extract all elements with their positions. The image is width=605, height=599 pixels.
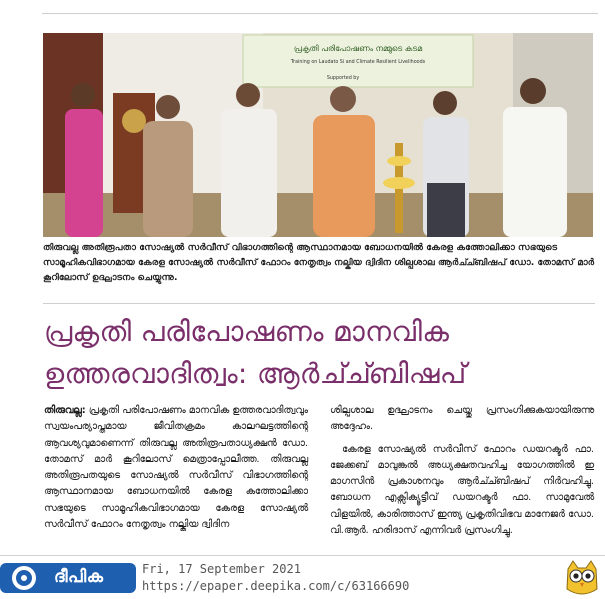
headline-line-2: ഉത്തരവാദിത്വം: ആർച്ച്ബിഷപ് bbox=[44, 357, 467, 390]
banner-title: പ്രകൃതി പരിപോഷണം നമ്മുടെ കടമ bbox=[293, 44, 423, 53]
headline-line-1: പ്രകൃതി പരിപോഷണം മാനവിക bbox=[44, 315, 450, 348]
article-col2-para-1: ശില്പശാല ഉദ്ഘാടനം ചെയ്തു പ്രസംഗിക്കുകയായിരുന്നു അദ്ദേഹം. bbox=[330, 405, 594, 433]
news-photo bbox=[43, 33, 593, 237]
article-dateline: തിരുവല്ല: bbox=[44, 405, 86, 416]
photo-caption: തിരുവല്ല അതിരൂപതാ സോഷ്യൽ സർവീസ് വിഭാഗത്തിന്റെ ആസ്ഥാനമായ ബോധനയിൽ കേരള കത്തോലിക്കാ സഭയുടെ സാമൂഹികവിഭാഗമായ കേരള സോഷ്യൽ സർവീസ് ഫോറം നേതൃത്വം നല്കിയ ദ്വിദിന ശില്പശാല ആർച്ച്ബിഷപ് ഡോ. തോമസ് മാർ കൂറിലോസ് ഉദ്ഘാടനം ചെയ്യുന്നു. bbox=[43, 242, 595, 283]
edition-date: Fri, 17 September 2021 bbox=[142, 562, 301, 576]
article-col2-para-2: കേരള സോഷ്യൽ സർവീസ് ഫോറം ഡയറക്ടർ ഫാ. ജേക്കബ് മാവുങ്കൽ അധ്യക്ഷതവഹിച്ച യോഗത്തിൽ ഇ മാഗസിൻ പ്രകാശനവും ആർച്ച്ബിഷപ് നിർവഹിച്ചു. ബോധന എക്സിക്യൂട്ടീവ് ഡയറക്ടർ ഫാ. സാമുവേൽ വിളയിൽ, കാരിത്താസ് ഇന്ത്യ പ്രകൃതിവിഭവ മാനേജർ ഡോ. വി.ആർ. ഹരിദാസ് എന്നിവർ പ്രസംഗിച്ചു. bbox=[330, 443, 594, 537]
article-column-2 bbox=[330, 403, 594, 539]
article-column-1 bbox=[44, 403, 308, 533]
headline bbox=[44, 311, 596, 395]
footer-divider bbox=[0, 555, 605, 556]
banner-subtitle: Training on Laudato Si and Climate Resilient Livelihoods bbox=[290, 60, 426, 65]
banner-supported: Supported by bbox=[326, 76, 360, 81]
article-col1-text: പ്രകൃതി പരിപോഷണം മാനവിക ഉത്തരവാദിത്വവും സ്വയംപര്യാപ്തമായ ജീവിതക്രമം കാലഘട്ടത്തിന്റെ ആവശ്യവുമാണെന്ന് തിരുവല്ല അതിരൂപതാധ്യക്ഷൻ ഡോ. തോമസ് മാർ കൂറിലോസ് മെത്രാപ്പോലീത്ത. തിരുവല്ല അതിരൂപതയുടെ സോഷ്യൽ സർവീസ് വിഭാഗത്തിന്റെ ആസ്ഥാനമായ ബോധനയിൽ കേരള കത്തോലിക്കാ സഭയുടെ സാമൂഹികവിഭാഗമായ കേരള സോഷ്യൽ സർവീസ് ഫോറം നേതൃത്വം നല്കിയ ദ്വിദിന bbox=[44, 405, 308, 531]
owl-icon[interactable] bbox=[564, 559, 600, 597]
logo-label: ദീപിക bbox=[54, 567, 104, 587]
footer-info bbox=[142, 561, 409, 595]
epaper-url[interactable]: https://epaper.deepika.com/c/63166690 bbox=[142, 579, 410, 593]
caption-divider bbox=[43, 303, 595, 304]
top-divider bbox=[42, 13, 598, 14]
